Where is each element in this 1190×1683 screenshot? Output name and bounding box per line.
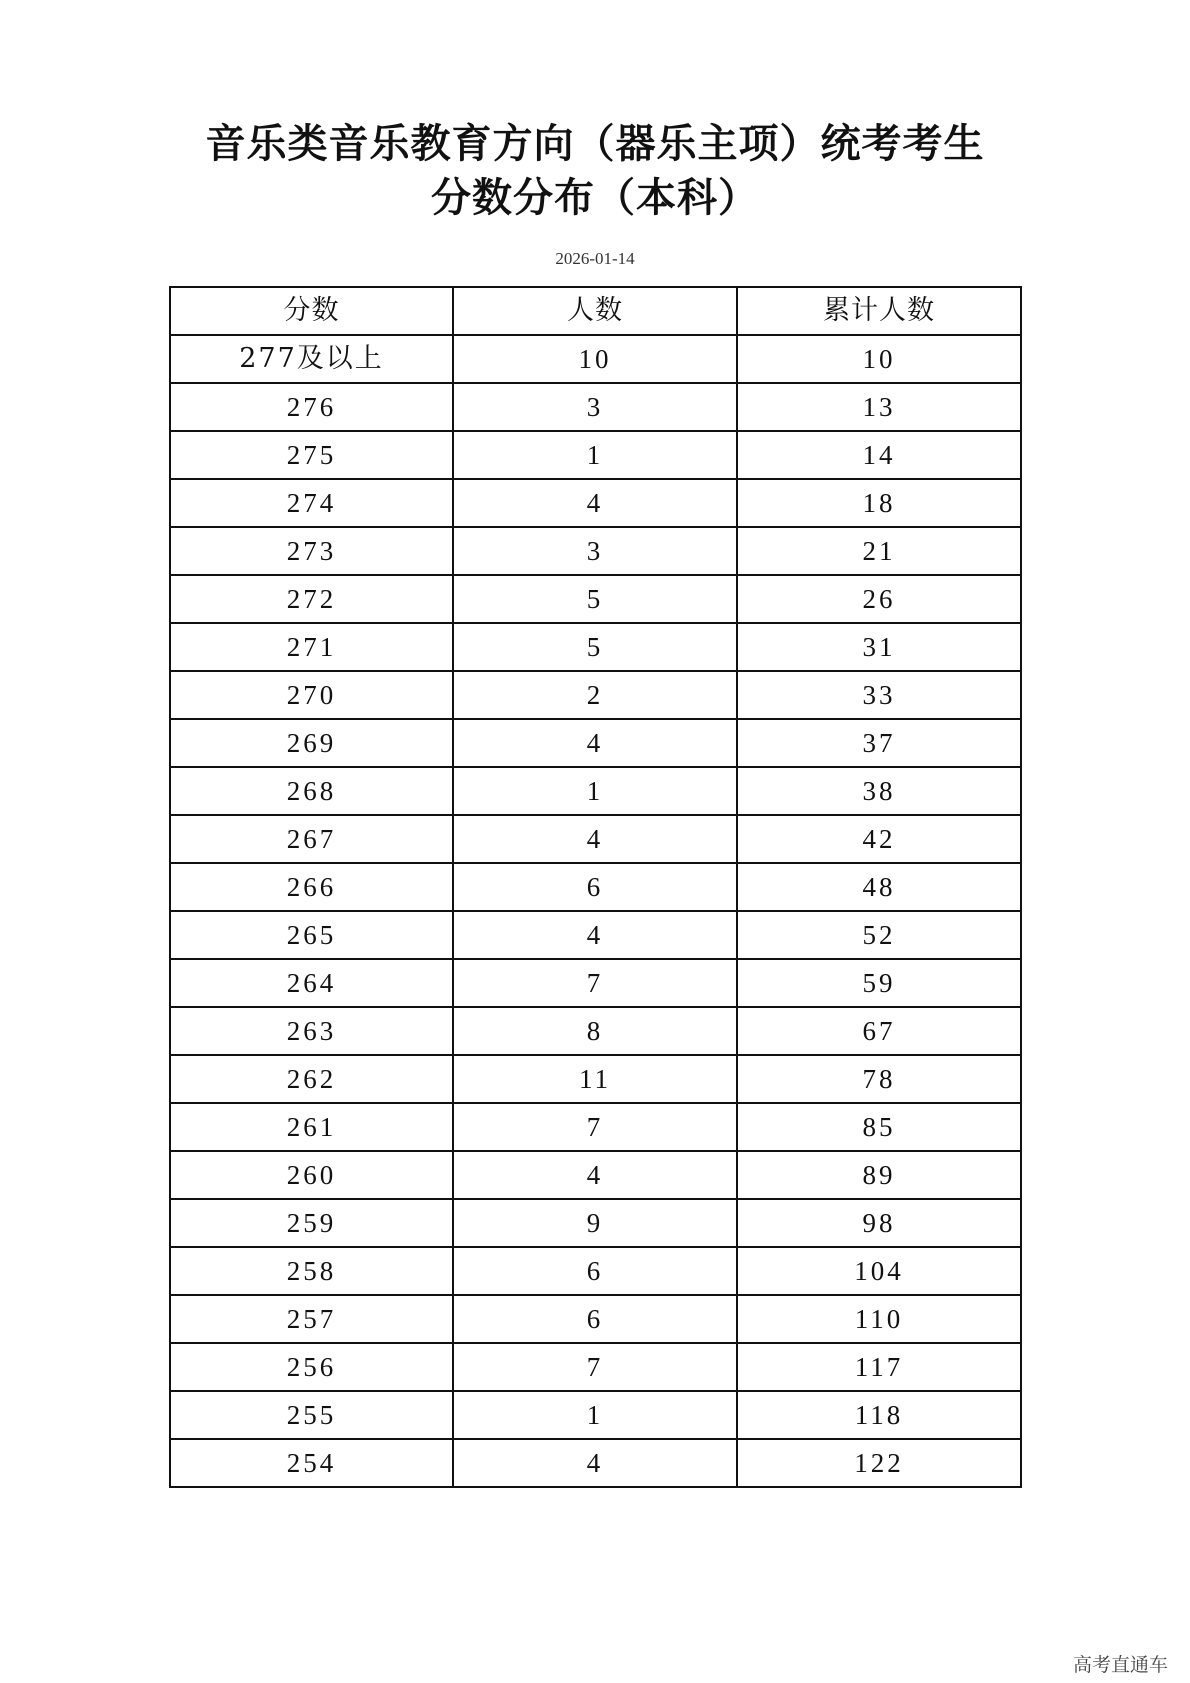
- table-row: [170, 1391, 1021, 1439]
- count-cell: 4: [453, 1151, 737, 1199]
- cumulative-cell: 78: [737, 1055, 1021, 1103]
- score-cell: 277及以上: [170, 335, 453, 383]
- cumulative-cell: 104: [737, 1247, 1021, 1295]
- count-cell: 1: [453, 431, 737, 479]
- count-cell: 1: [453, 767, 737, 815]
- score-cell: 258: [170, 1247, 453, 1295]
- table-row: [170, 431, 1021, 479]
- table-row: [170, 1103, 1021, 1151]
- count-cell: 8: [453, 1007, 737, 1055]
- page-subtitle: 分数分布（本科）: [431, 174, 759, 221]
- cumulative-cell: 117: [737, 1343, 1021, 1391]
- cumulative-cell: 59: [737, 959, 1021, 1007]
- count-cell: 4: [453, 1439, 737, 1487]
- count-cell: 4: [453, 479, 737, 527]
- count-cell: 6: [453, 863, 737, 911]
- table-row: [170, 335, 1021, 383]
- cumulative-cell: 21: [737, 527, 1021, 575]
- score-cell: 260: [170, 1151, 453, 1199]
- score-cell: 259: [170, 1199, 453, 1247]
- count-cell: 5: [453, 575, 737, 623]
- cumulative-cell: 52: [737, 911, 1021, 959]
- cumulative-cell: 48: [737, 863, 1021, 911]
- table-row: [170, 1295, 1021, 1343]
- table-row: [170, 1439, 1021, 1487]
- score-cell: 271: [170, 623, 453, 671]
- cumulative-cell: 10: [737, 335, 1021, 383]
- score-cell: 274: [170, 479, 453, 527]
- score-cell: 276: [170, 383, 453, 431]
- cumulative-cell: 118: [737, 1391, 1021, 1439]
- cumulative-cell: 42: [737, 815, 1021, 863]
- page-title: 音乐类音乐教育方向（器乐主项）统考考生: [205, 120, 985, 167]
- table-row: [170, 527, 1021, 575]
- count-cell: 3: [453, 527, 737, 575]
- table-row: [170, 1343, 1021, 1391]
- count-cell: 4: [453, 815, 737, 863]
- watermark: 高考直通车: [1072, 1654, 1168, 1676]
- table-row: [170, 479, 1021, 527]
- table-row: [170, 623, 1021, 671]
- cumulative-cell: 31: [737, 623, 1021, 671]
- score-cell: 256: [170, 1343, 453, 1391]
- table-row: [170, 815, 1021, 863]
- header-score: 分数: [170, 287, 453, 335]
- cumulative-cell: 33: [737, 671, 1021, 719]
- count-cell: 3: [453, 383, 737, 431]
- count-cell: 6: [453, 1295, 737, 1343]
- cumulative-cell: 122: [737, 1439, 1021, 1487]
- table-row: [170, 1199, 1021, 1247]
- score-cell: 269: [170, 719, 453, 767]
- cumulative-cell: 89: [737, 1151, 1021, 1199]
- cumulative-cell: 37: [737, 719, 1021, 767]
- count-cell: 10: [453, 335, 737, 383]
- score-distribution-table: [169, 286, 1022, 1488]
- header-count: 人数: [453, 287, 737, 335]
- publish-date: 2026-01-14: [555, 249, 635, 268]
- score-cell: 275: [170, 431, 453, 479]
- score-cell: 268: [170, 767, 453, 815]
- table-row: [170, 863, 1021, 911]
- table-row: [170, 1151, 1021, 1199]
- score-cell: 272: [170, 575, 453, 623]
- header-cumulative: 累计人数: [737, 287, 1021, 335]
- score-cell: 270: [170, 671, 453, 719]
- cumulative-cell: 67: [737, 1007, 1021, 1055]
- score-cell: 266: [170, 863, 453, 911]
- score-cell: 263: [170, 1007, 453, 1055]
- count-cell: 4: [453, 911, 737, 959]
- table-row: [170, 575, 1021, 623]
- table-row: [170, 959, 1021, 1007]
- count-cell: 4: [453, 719, 737, 767]
- count-cell: 11: [453, 1055, 737, 1103]
- cumulative-cell: 98: [737, 1199, 1021, 1247]
- table-row: [170, 767, 1021, 815]
- score-cell: 265: [170, 911, 453, 959]
- cumulative-cell: 85: [737, 1103, 1021, 1151]
- table-row: [170, 383, 1021, 431]
- count-cell: 7: [453, 1103, 737, 1151]
- score-cell: 261: [170, 1103, 453, 1151]
- cumulative-cell: 26: [737, 575, 1021, 623]
- score-cell: 262: [170, 1055, 453, 1103]
- table-row: [170, 1247, 1021, 1295]
- table-row: [170, 911, 1021, 959]
- count-cell: 1: [453, 1391, 737, 1439]
- cumulative-cell: 38: [737, 767, 1021, 815]
- cumulative-cell: 14: [737, 431, 1021, 479]
- count-cell: 2: [453, 671, 737, 719]
- count-cell: 7: [453, 1343, 737, 1391]
- table-header-row: [170, 287, 1021, 335]
- score-cell: 267: [170, 815, 453, 863]
- cumulative-cell: 13: [737, 383, 1021, 431]
- table-row: [170, 1007, 1021, 1055]
- table-row: [170, 719, 1021, 767]
- score-cell: 273: [170, 527, 453, 575]
- score-cell: 254: [170, 1439, 453, 1487]
- count-cell: 7: [453, 959, 737, 1007]
- cumulative-cell: 110: [737, 1295, 1021, 1343]
- cumulative-cell: 18: [737, 479, 1021, 527]
- table-row: [170, 671, 1021, 719]
- table-row: [170, 1055, 1021, 1103]
- score-cell: 257: [170, 1295, 453, 1343]
- score-cell: 255: [170, 1391, 453, 1439]
- count-cell: 9: [453, 1199, 737, 1247]
- count-cell: 5: [453, 623, 737, 671]
- count-cell: 6: [453, 1247, 737, 1295]
- score-cell: 264: [170, 959, 453, 1007]
